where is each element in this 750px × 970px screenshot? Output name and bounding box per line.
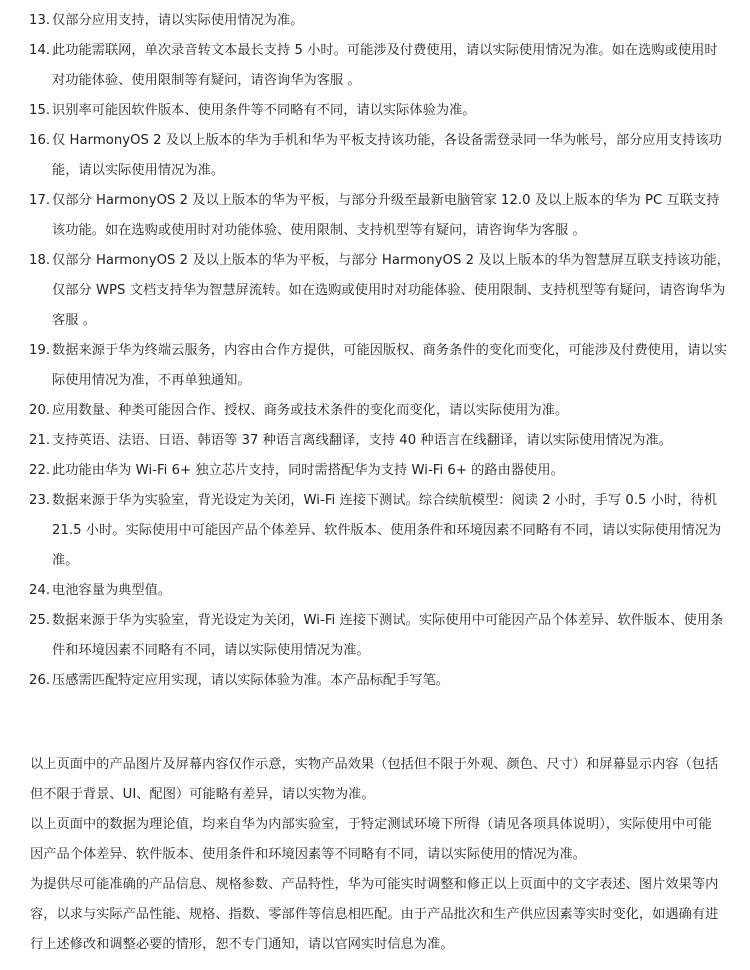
note-item <box>29 246 730 336</box>
note-number: 23. <box>29 493 51 508</box>
note-number: 25. <box>29 613 51 628</box>
numbered-notes-list <box>29 6 730 696</box>
note-text: 仅部分 HarmonyOS 2 及以上版本的华为平板，与部分 HarmonyOS 2 及以上版本的华为智慧屏互联支持该功能，仅部分 WPS 文档支持华为智慧屏流转。如在选购或使用时对功能体验、使用限制、支持机型等有疑问，请咨询华为客服 。 <box>52 253 730 328</box>
note-item <box>29 606 730 666</box>
note-text: 此功能需联网，单次录音转文本最长支持 5 小时。可能涉及付费使用，请以实际使用情况为准。如在选购或使用时对功能体验、使用限制等有疑问，请咨询华为客服 。 <box>52 43 718 88</box>
note-item <box>29 6 730 36</box>
note-number: 21. <box>29 433 51 448</box>
note-item <box>29 396 730 426</box>
note-number: 19. <box>29 343 51 358</box>
note-number: 13. <box>29 13 51 28</box>
note-item <box>29 126 730 186</box>
note-number: 18. <box>29 253 51 268</box>
note-item <box>29 336 730 396</box>
note-text: 电池容量为典型值。 <box>52 583 172 598</box>
disclaimer-paragraph: 为提供尽可能准确的产品信息、规格参数、产品特性，华为可能实时调整和修正以上页面中的文字表述、图片效果等内容，以求与实际产品性能、规格、指数、零部件等信息相匹配。由于产品批次和生产供应因素等实时变化，如遇确有进行上述修改和调整必要的情形，恕不专门通知，请以官网实时信息为准。 <box>30 877 719 952</box>
note-item <box>29 426 730 456</box>
note-number: 22. <box>29 463 51 478</box>
disclaimer-paragraph: 以上页面中的数据为理论值，均来自华为内部实验室，于特定测试环境下所得（请见各项具体说明），实际使用中可能因产品个体差异、软件版本、使用条件和环境因素等不同略有不同，请以实际使用的情况为准。 <box>30 817 712 862</box>
note-text: 识别率可能因软件版本、使用条件等不同略有不同，请以实际体验为准。 <box>52 103 476 118</box>
note-text: 数据来源于华为实验室，背光设定为关闭，Wi-Fi 连接下测试。实际使用中可能因产品个体差异、软件版本、使用条件和环境因素不同略有不同，请以实际使用情况为准。 <box>52 613 724 658</box>
note-number: 26. <box>29 673 51 688</box>
note-text: 此功能由华为 Wi-Fi 6+ 独立芯片支持，同时需搭配华为支持 Wi-Fi 6+ 的路由器使用。 <box>52 463 564 478</box>
note-item <box>29 456 730 486</box>
note-text: 仅部分 HarmonyOS 2 及以上版本的华为平板，与部分升级至最新电脑管家 12.0 及以上版本的华为 PC 互联支持该功能。如在选购或使用时对功能体验、使用限制、支持机型等有疑问，请咨询华为客服 。 <box>52 193 720 238</box>
note-item <box>29 36 730 96</box>
note-number: 17. <box>29 193 51 208</box>
note-item <box>29 576 730 606</box>
note-text: 应用数量、种类可能因合作、授权、商务或技术条件的变化而变化，请以实际使用为准。 <box>52 403 569 418</box>
note-item <box>29 666 730 696</box>
note-text: 仅部分应用支持，请以实际使用情况为准。 <box>52 13 304 28</box>
note-number: 16. <box>29 133 51 148</box>
note-number: 14. <box>29 43 51 58</box>
note-number: 24. <box>29 583 51 598</box>
note-text: 数据来源于华为实验室，背光设定为关闭，Wi-Fi 连接下测试。综合续航模型：阅读 2 小时，手写 0.5 小时，待机 21.5 小时。实际使用中可能因产品个体差异、软件版本、使用条件和环境因素不同略有不同，请以实际使用情况为准。 <box>52 493 722 568</box>
note-text: 压感需匹配特定应用实现，请以实际体验为准。本产品标配手写笔。 <box>52 673 450 688</box>
note-text: 仅 HarmonyOS 2 及以上版本的华为手机和华为平板支持该功能，各设备需登录同一华为帐号，部分应用支持该功能，请以实际使用情况为准。 <box>52 133 722 178</box>
disclaimer-section <box>30 750 724 960</box>
note-item <box>29 486 730 576</box>
note-number: 15. <box>29 103 51 118</box>
note-item <box>29 96 730 126</box>
disclaimer-paragraph: 以上页面中的产品图片及屏幕内容仅作示意，实物产品效果（包括但不限于外观、颜色、尺寸）和屏幕显示内容（包括但不限于背景、UI、配图）可能略有差异，请以实物为准。 <box>30 757 719 802</box>
note-number: 20. <box>29 403 51 418</box>
note-item <box>29 186 730 246</box>
note-text: 数据来源于华为终端云服务，内容由合作方提供，可能因版权、商务条件的变化而变化，可能涉及付费使用，请以实际使用情况为准，不再单独通知。 <box>52 343 728 388</box>
note-text: 支持英语、法语、日语、韩语等 37 种语言离线翻译，支持 40 种语言在线翻译，请以实际使用情况为准。 <box>52 433 672 448</box>
